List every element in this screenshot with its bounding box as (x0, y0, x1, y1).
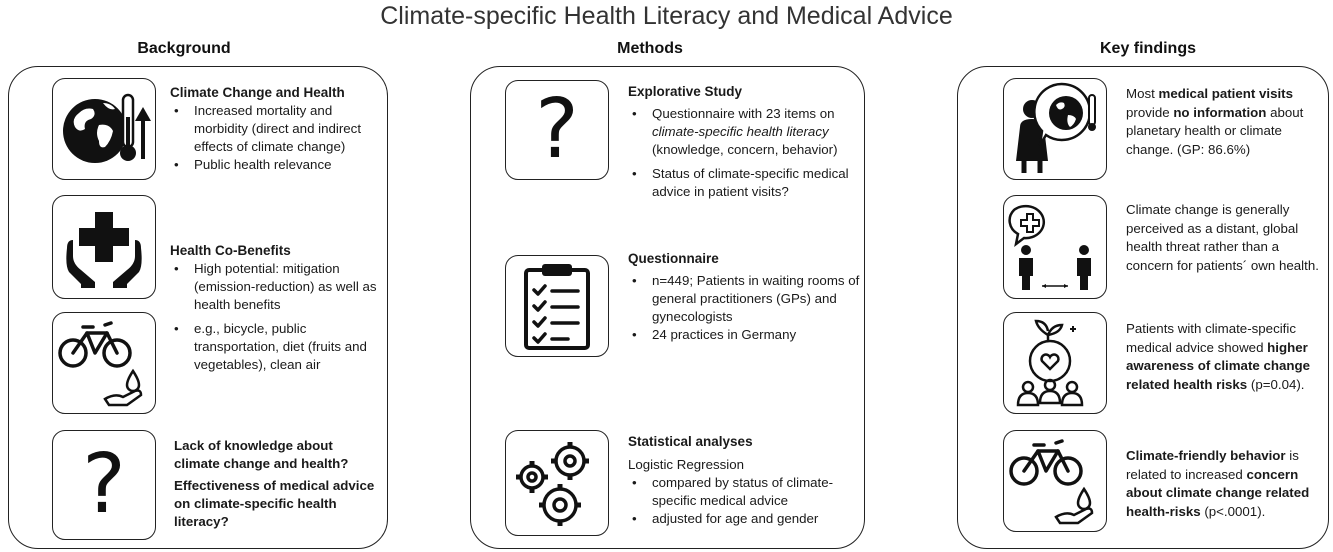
finding-emphasis: no information (1173, 104, 1267, 120)
bullet-item: • Public health relevance (170, 156, 380, 174)
finding-text: Patients with climate-specific medical advice showed (1126, 321, 1296, 355)
bullet-item: • compared by status of climate-specific medical advice (628, 474, 860, 510)
finding-emphasis: Climate-friendly behavior (1126, 448, 1286, 463)
finding-3 (1126, 320, 1324, 394)
medical-hands-icon (55, 198, 153, 296)
finding-1 (1126, 85, 1324, 159)
statistical-analyses-block (628, 433, 860, 528)
bullet-item: • n=449; Patients in waiting rooms of general practitioners (GPs) and gynecologists (628, 272, 860, 326)
bullet-text-italic: climate-specific health literacy (652, 124, 829, 139)
question-icon-box-background (52, 430, 156, 540)
finding-text: Most (1126, 86, 1159, 101)
finding-emphasis: concern about climate change related health-risks (1126, 466, 1310, 519)
questionnaire-block (628, 250, 860, 344)
bullet-item: • Increased mortality and morbidity (direct and indirect effects of climate change) (170, 102, 380, 156)
finding-text: Climate change is generally perceived as a distant, global health threat rather than a concern for patients´ own health. (1126, 202, 1319, 273)
question-icon-box-methods (505, 80, 609, 180)
bicycle-water-icon (1006, 433, 1104, 529)
bullet-item: • adjusted for age and gender (628, 510, 860, 528)
statistical-method: Logistic Regression (628, 457, 745, 472)
two-people-speech-icon (1006, 198, 1104, 296)
doctor-globe-icon-box (1003, 78, 1107, 180)
finding-text: (p<.0001). (1200, 503, 1266, 519)
globe-heart-people-icon-box (1003, 312, 1107, 414)
questionnaire-heading: Questionnaire (628, 251, 719, 266)
bullet-text: (knowledge, concern, behavior) (652, 142, 838, 157)
question-mark-icon: ? (82, 437, 126, 532)
research-questions-block (174, 437, 379, 531)
column-heading-background: Background (137, 40, 231, 57)
climate-change-health-block (170, 84, 380, 174)
health-cobenefits-block (170, 242, 382, 374)
bicycle-water-icon-box (52, 312, 156, 414)
climate-change-health-heading: Climate Change and Health (170, 85, 345, 100)
question-mark-icon: ? (535, 82, 579, 177)
finding-2 (1126, 201, 1324, 275)
poster-title: Climate-specific Health Literacy and Medical Advice (380, 2, 953, 30)
health-cobenefits-heading: Health Co-Benefits (170, 243, 291, 258)
doctor-globe-icon (1006, 81, 1104, 177)
bicycle-water-icon-box-findings (1003, 430, 1107, 532)
gears-icon-box (505, 430, 609, 536)
explorative-study-heading: Explorative Study (628, 84, 743, 99)
gears-icon (508, 433, 606, 533)
clipboard-checklist-icon (508, 258, 606, 354)
medical-hands-icon-box (52, 195, 156, 299)
clipboard-icon-box (505, 255, 609, 357)
finding-emphasis: medical patient visits (1158, 86, 1294, 101)
finding-text: about planetary health or climate change. (GP: 86.6%) (1126, 104, 1304, 157)
finding-emphasis: higher awareness of climate change related health risks (1126, 339, 1311, 392)
explorative-study-block (628, 83, 860, 201)
column-heading-methods: Methods (617, 40, 683, 57)
bullet-item: • e.g., bicycle, public transportation, diet (fruits and vegetables), clean air (170, 320, 382, 374)
research-question-2: Effectiveness of medical advice on climate-specific health literacy? (174, 478, 375, 529)
globe-thermometer-icon-box (52, 78, 156, 180)
globe-thermometer-icon (55, 81, 153, 177)
finding-text: provide (1126, 104, 1174, 120)
column-heading-key-findings: Key findings (1099, 40, 1196, 57)
bullet-item: • High potential: mitigation (emission-reduction) as well as health benefits (170, 260, 382, 314)
bullet-item (628, 105, 860, 159)
finding-text: is related to increased (1126, 448, 1299, 482)
bullet-item: • Status of climate-specific medical advice in patient visits? (628, 165, 860, 201)
bicycle-water-icon (55, 315, 153, 411)
statistical-analyses-heading: Statistical analyses (628, 434, 753, 449)
globe-heart-people-icon (1006, 315, 1104, 411)
research-question-1: Lack of knowledge about climate change and health? (174, 438, 349, 471)
bullet-item: • 24 practices in Germany (628, 326, 860, 344)
bullet-text: Questionnaire with 23 items on (652, 106, 835, 121)
finding-4 (1126, 447, 1324, 521)
two-people-icon-box (1003, 195, 1107, 299)
finding-text: (p=0.04). (1247, 376, 1305, 392)
